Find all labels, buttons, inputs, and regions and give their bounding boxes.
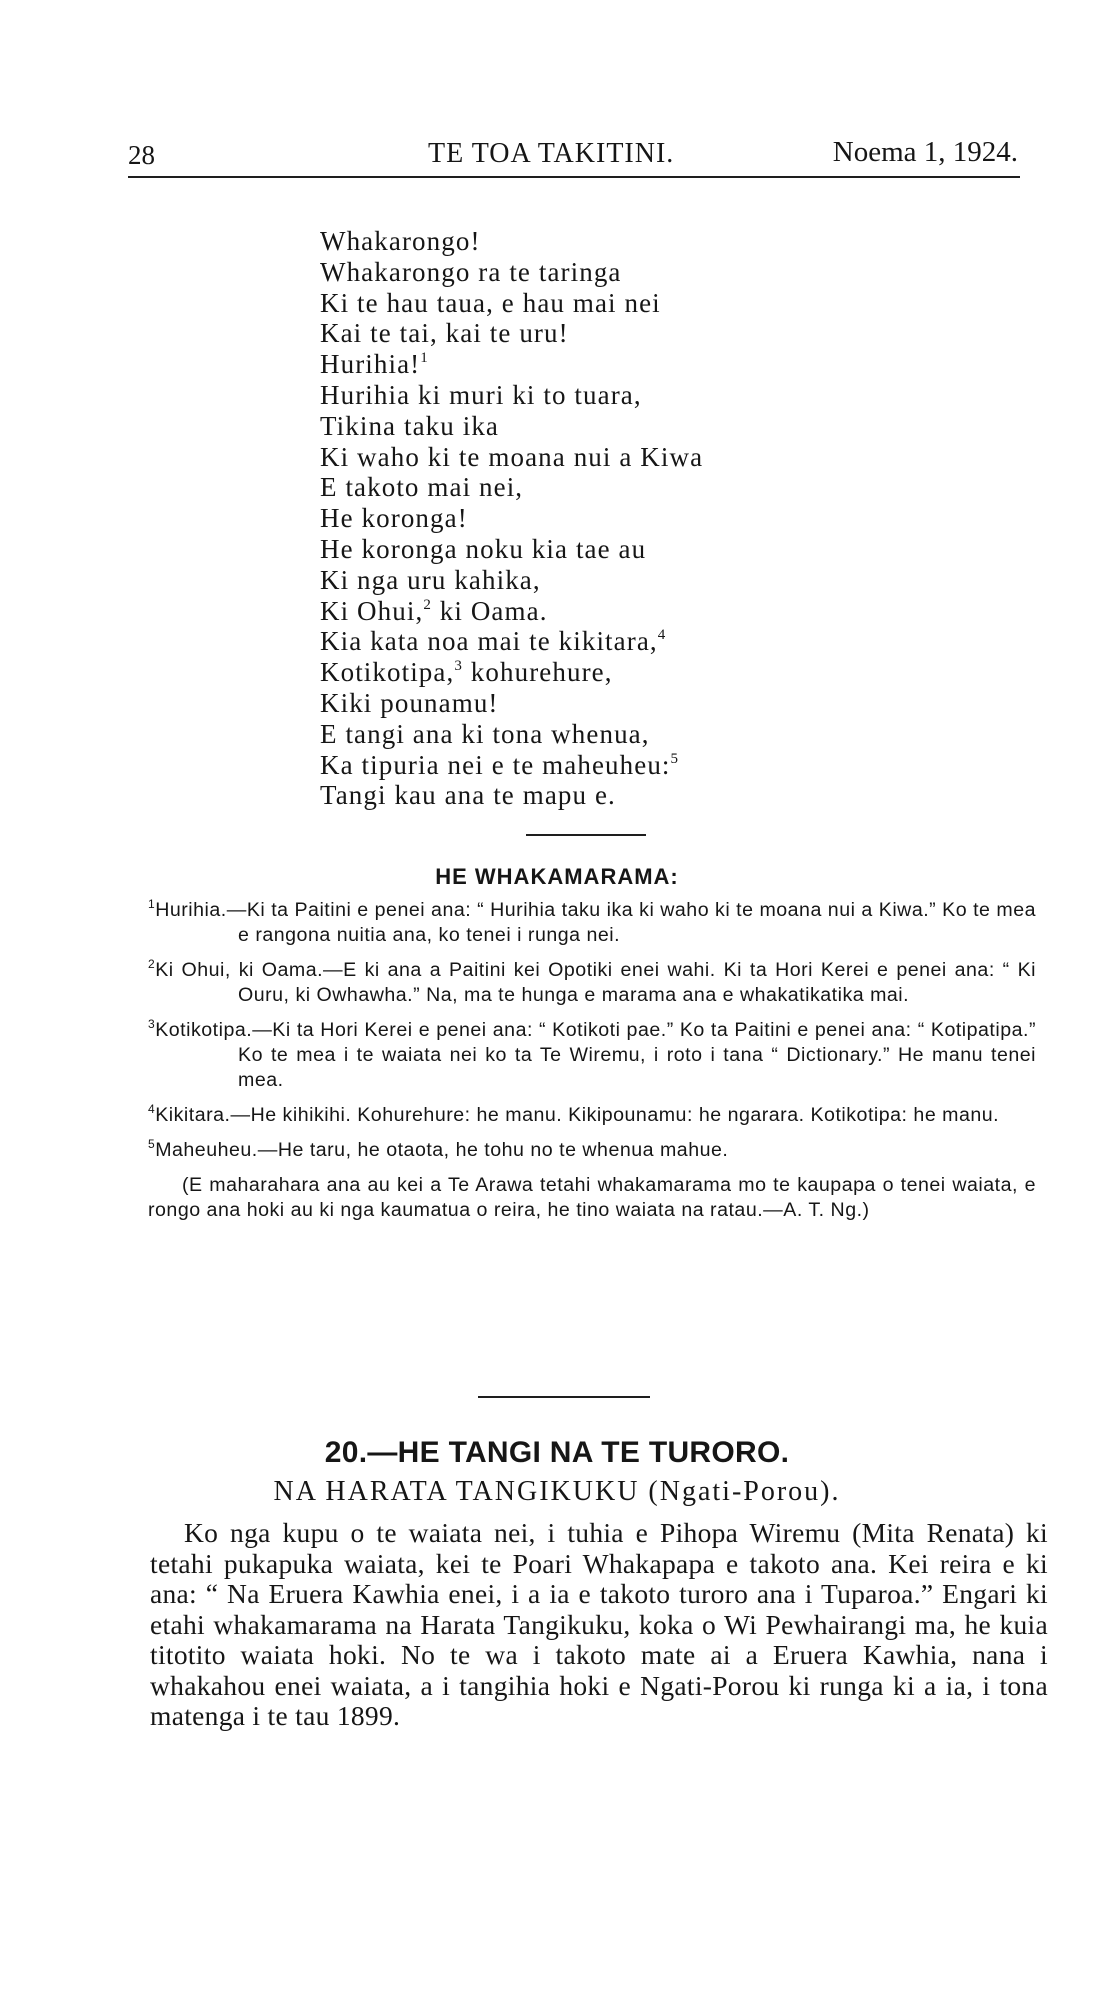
poem-line: He koronga! [320,503,468,534]
poem-line: Kotikotipa,$^3$ kohurehure, [320,657,613,688]
poem-line: Kia kata noa mai te kikitara,$^4$ [320,626,667,657]
footnote: $^3$Kotikotipa.—Ki ta Hori Kerei e penei ana: “ Kotikoti pae.” Ko ta Paitini e penei ana: “ Kotipatipa.” Ko te mea i te waiata nei ko ta Te Wiremu, i roto i tana “ Dictionary.” He manu tenei mea. [148,1017,1036,1091]
poem-line: Hurihia!$^1$ [320,349,429,380]
song-subheading: NA HARATA TANGIKUKU (Ngati-Porou). [273,1476,841,1507]
poem-line: Ki nga uru kahika, [320,564,541,595]
poem-line: He koronga noku kia tae au [320,533,647,564]
poem-line: Hurihia ki muri ki to tuara, [320,379,642,410]
issue-date: Noema 1, 1924. [832,136,1018,168]
footnote-ref: 2 [423,596,432,613]
poem-line: Ki waho ki te moana nui a Kiwa [320,441,704,472]
notes-heading: HE WHAKAMARAMA: [435,864,679,889]
footnote: $^2$Ki Ohui, ki Oama.—E ki ana a Paitini kei Opotiki enei wahi. Ki ta Hori Kerei e penei ana: “ Ki Ouru, ki Owhawha.” Na, ma te hunga e marama ana e whakatikatika mai. [148,957,1036,1006]
running-header [128,136,1018,176]
poem-line: Kai te tai, kai te uru! [320,318,569,349]
footnote-ref: 1 [420,350,429,367]
footnote-ref: 5 [670,750,680,767]
header-rule [128,176,1020,178]
poem-line: Whakarongo ra te taringa [320,256,622,287]
poem-line: Ka tipuria nei e te maheuheu:$^5$ [320,749,680,780]
poem-line: Tangi kau ana te mapu e. [320,780,616,811]
song-intro [150,1518,1048,1732]
section-divider [526,834,646,836]
poem-line: Ki Ohui,$^2$ ki Oama. [320,595,548,626]
footnote: $^1$Hurihia.—Ki ta Paitini e penei ana: “ Hurihia taku ika ki waho ki te moana nui a Kiwa.” Ko te mea e rangona nuitia ana, ko tenei i runga nei. [148,897,1036,946]
poem-line: Whakarongo! [320,226,481,256]
poem-line: Ki te hau taua, e hau mai nei [320,287,661,318]
publication-title: TE TOA TAKITINI. [428,138,675,169]
poem-line: Tikina taku ika [320,410,500,441]
footnote: $^4$Kikitara.—He kihikihi. Kohurehure: he manu. Kikipounamu: he ngarara. Kotikotipa: he manu. [148,1102,1000,1126]
section-divider [478,1396,650,1398]
poem-line: E tangi ana ki tona whenua, [320,718,650,749]
footnote-ref: 4 [657,627,667,644]
body-paragraph: Ko nga kupu o te waiata nei, i tuhia e Pihopa Wiremu (Mita Renata) ki tetahi pukapuka waiata, kei te Poari Whakapapa e takoto ana. Kei reira e ki ana: “ Na Eruera Kawhia enei, i a ia e takoto turoro ana i Tuparoa.” Engari ki etahi whakamarama na Harata Tangikuku, koka o Wi Pewhairangi ma, he kuia titotito waiata hoki. No te wa i takoto mate ai a Eruera Kawhia, nana i whakahou enei waiata, a i tangihia hoki e Ngati-Porou ki runga ki a ia, i tona matenga i te tau 1899. [150,1517,1048,1731]
footnote-ref: 3 [454,658,463,675]
closing-remark: (E maharahara ana au kei a Te Arawa tetahi whakamarama mo te kaupapa o tenei waiata, e rongo ana hoki au ki nga kaumatua o reira, he tino waiata na ratau.—A. T. Ng.) [148,1174,1036,1221]
footnotes [148,898,1036,1223]
poem-line: Kiki pounamu! [320,687,499,718]
footnote: $^5$Maheuheu.—He taru, he otaota, he tohu no te whenua mahue. [148,1137,729,1161]
page-number: 28 [128,140,155,170]
poem [320,226,703,811]
song-heading: 20.—HE TANGI NA TE TURORO. [324,1436,790,1469]
poem-line: E takoto mai nei, [320,472,524,503]
